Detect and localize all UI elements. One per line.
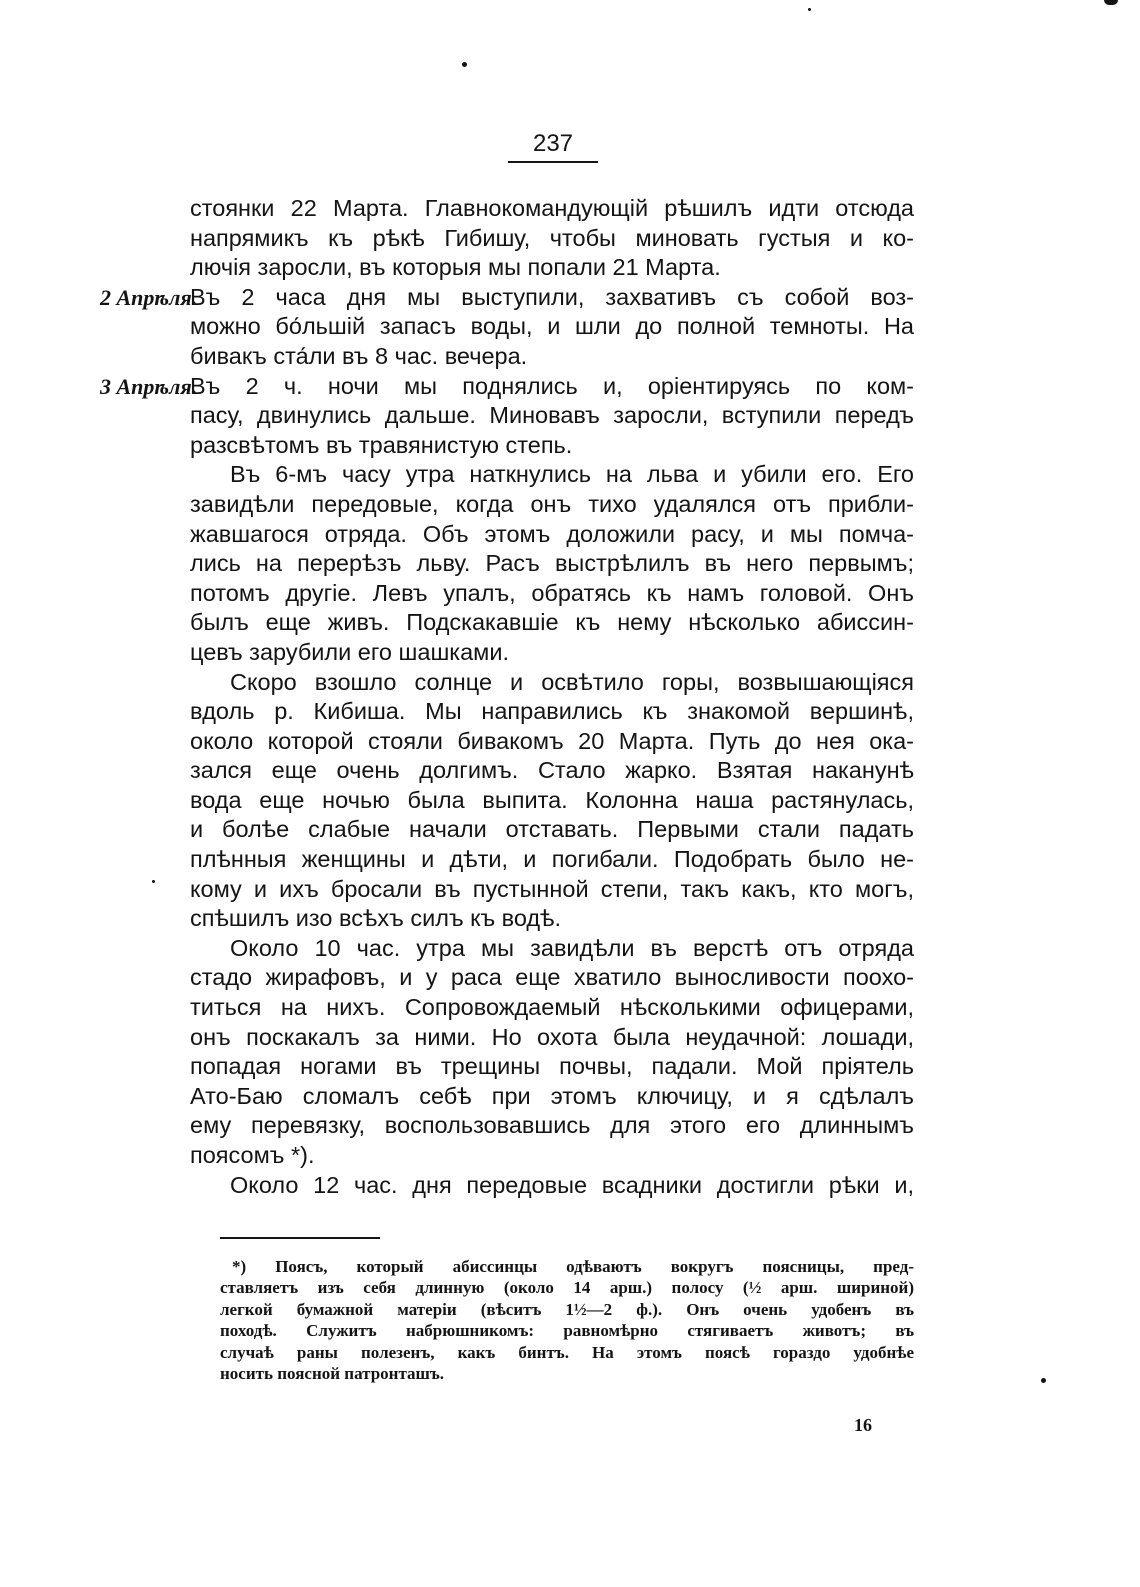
footnote-line: случаѣ раны полезенъ, какъ бинтъ. На этомъ поясѣ гораздо удобнѣе — [220, 1342, 914, 1362]
text-line: лючія заросли, въ которыя мы попали 21 Марта. — [190, 254, 721, 281]
paragraph — [190, 194, 914, 283]
text-line: поясомъ *). — [190, 1142, 315, 1168]
scan-speck — [1104, 0, 1118, 5]
text-line: лись на перерѣзъ льву. Расъ выстрѣлилъ въ него первымъ; — [190, 550, 914, 577]
paragraph — [190, 460, 914, 667]
text-line: ему перевязку, воспользовавшись для этого его длиннымъ — [190, 1112, 914, 1139]
text-line: можно бо́льшій запасъ воды, и шли до полной темноты. На — [190, 313, 914, 340]
text-line: около которой стояли бивакомъ 20 Марта. Путь до нея ока- — [190, 727, 914, 754]
margin-date-note: 3 Апрѣля. — [100, 373, 198, 399]
text-line: жавшагося отряда. Объ этомъ доложили расу, и мы помча- — [190, 520, 914, 547]
text-line: кому и ихъ бросали въ пустынной степи, такъ какъ, кто могъ, — [190, 875, 914, 902]
footnote-line: *) Поясъ, который абиссинцы одѣваютъ вокругъ поясницы, пред- — [232, 1257, 914, 1276]
text-line: былъ еще живъ. Подскакавшіе къ нему нѣсколько абиссин- — [190, 609, 914, 636]
paragraph — [190, 668, 914, 934]
footnote-line: походѣ. Служитъ набрюшникомъ: равномѣрно стягиваетъ животъ; въ — [220, 1321, 914, 1341]
text-line: цевъ зарубили его шашками. — [190, 638, 509, 665]
text-line: Около 10 час. утра мы завидѣли въ верстѣ отъ отряда — [230, 934, 914, 961]
text-line: зался еще очень долгимъ. Стало жарко. Взятая наканунѣ — [190, 757, 914, 784]
paragraph — [190, 934, 914, 1171]
paragraph — [100, 372, 914, 461]
scan-speck — [808, 8, 811, 11]
text-line: пасу, двинулись дальше. Миновавъ заросли, вступили передъ — [190, 402, 914, 429]
footnote-line: ставляетъ изъ себя длинную (около 14 арш.) полосу (½ арш. шириной) — [220, 1278, 914, 1298]
scan-speck — [1041, 1378, 1046, 1383]
text-line: Въ 2 часа дня мы выступили, захвативъ съ собой воз- — [190, 283, 914, 310]
body-text — [100, 194, 914, 1200]
text-line: вода еще ночью была выпита. Колонна наша растянулась, — [190, 786, 914, 813]
text-line: напрямикъ къ рѣкѣ Гибишу, чтобы миновать густыя и ко- — [190, 224, 914, 251]
paragraph — [190, 1171, 914, 1201]
text-line: и болѣе слабые начали отставать. Первыми стали падать — [190, 816, 914, 843]
text-line: Скоро взошло солнце и освѣтило горы, возвышающіяся — [230, 668, 914, 695]
text-line: Ато-Баю сломалъ себѣ при этомъ ключицу, и я сдѣлалъ — [190, 1082, 914, 1109]
footnote-separator — [220, 1237, 380, 1239]
text-line: спѣшилъ изо всѣхъ силъ къ водѣ. — [190, 905, 562, 932]
text-line: стоянки 22 Марта. Главнокомандующій рѣшилъ идти отсюда — [190, 195, 914, 221]
scan-speck — [462, 62, 467, 67]
margin-date-note: 2 Апрѣля. — [100, 284, 198, 310]
text-line: вдоль р. Кибиша. Мы направились къ знакомой вершинѣ, — [190, 698, 914, 725]
page-number: 237 — [508, 130, 598, 163]
text-line: попадая ногами въ трещины почвы, падали. Мой пріятель — [190, 1053, 914, 1080]
text-line: Въ 2 ч. ночи мы поднялись и, оріентируясь по ком- — [190, 372, 914, 399]
footnote-line: легкой бумажной матеріи (вѣситъ 1½—2 ф.). Онъ очень удобенъ въ — [220, 1299, 914, 1319]
text-line: потомъ другіе. Левъ упалъ, обратясь къ намъ головой. Онъ — [190, 579, 914, 606]
scan-speck — [152, 880, 155, 883]
text-line: титься на нихъ. Сопровождаемый нѣсколькими офицерами, — [190, 994, 914, 1021]
text-line: Въ 6-мъ часу утра наткнулись на льва и убили его. Его — [230, 461, 914, 488]
text-line: завидѣли передовые, когда онъ тихо удалялся отъ прибли- — [190, 490, 914, 517]
paragraph — [100, 283, 914, 372]
signature-mark: 16 — [854, 1415, 872, 1435]
text-line: плѣнныя женщины и дѣти, и погибали. Подобрать было не- — [190, 846, 914, 873]
text-line: бивакъ ста́ли въ 8 час. вечера. — [190, 342, 528, 369]
text-line: разсвѣтомъ въ травянистую степь. — [190, 431, 573, 458]
text-line: онъ поскакалъ за ними. Но охота была неудачной: лошади, — [190, 1023, 914, 1050]
text-line: стадо жирафовъ, и у раса еще хватило выносливости поохо- — [190, 964, 914, 991]
footnote — [220, 1256, 914, 1384]
footnote-line: носить поясной патронташъ. — [220, 1363, 445, 1383]
text-line: Около 12 час. дня передовые всадники достигли рѣки и, — [230, 1171, 914, 1198]
